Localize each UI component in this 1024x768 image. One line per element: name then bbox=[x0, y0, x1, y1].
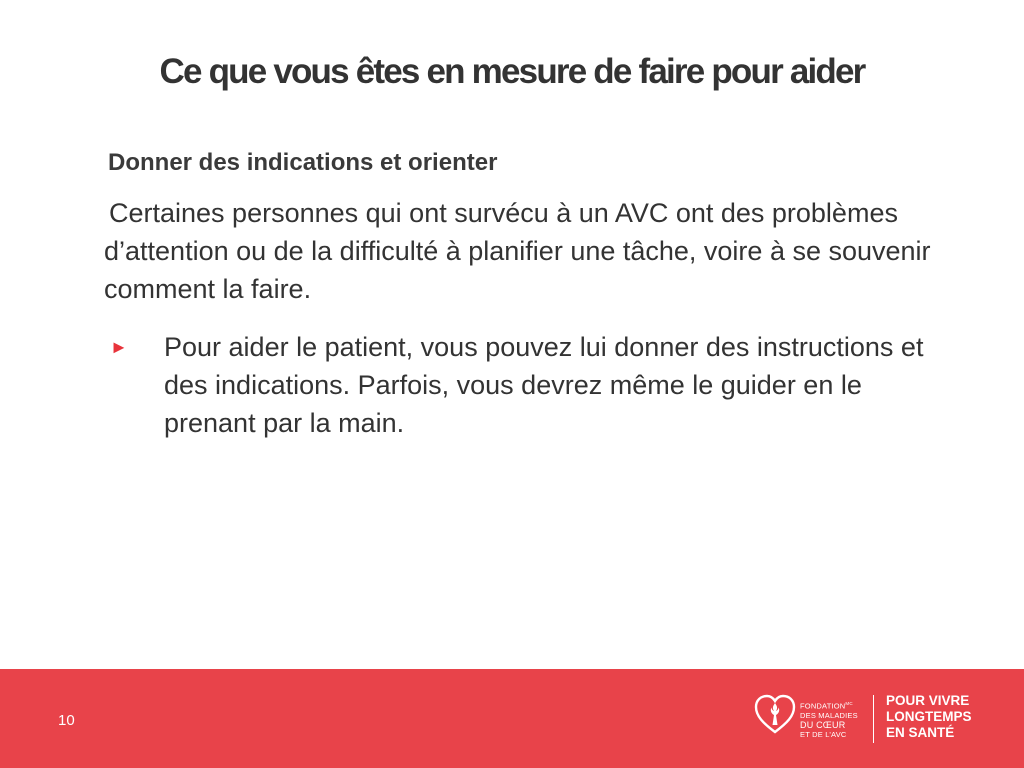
foundation-name bbox=[800, 699, 858, 739]
section-subheading: Donner des indications et orienter bbox=[108, 149, 498, 176]
slide-title: Ce que vous êtes en mesure de faire pour aider bbox=[159, 52, 865, 91]
slogan-line3: EN SANTÉ bbox=[886, 725, 955, 740]
logo-divider bbox=[873, 695, 874, 743]
bullet-text: Pour aider le patient, vous pouvez lui donner des instructions et des indications. Parfois, vous devrez même le guider en le prenant par la main. bbox=[164, 332, 924, 438]
trademark-mark: MC bbox=[845, 701, 853, 706]
foundation-line4: ET DE L’AVC bbox=[800, 729, 847, 739]
slogan bbox=[886, 693, 972, 741]
slogan-line2: LONGTEMPS bbox=[886, 709, 972, 724]
heart-torch-icon bbox=[753, 692, 797, 736]
foundation-line1: FONDATION bbox=[800, 701, 846, 711]
body-paragraph: Certaines personnes qui ont survécu à un AVC ont des problèmes d’attention ou de la difficulté à planifier une tâche, voire à se souvenir comment la faire. bbox=[104, 198, 931, 304]
foundation-line3: DU CŒUR bbox=[800, 719, 846, 730]
page-number: 10 bbox=[58, 712, 75, 729]
footer-bar bbox=[0, 669, 1024, 768]
heart-and-stroke-logo bbox=[753, 689, 1003, 749]
bullet-arrow-icon: ► bbox=[110, 337, 128, 357]
slogan-line1: POUR VIVRE bbox=[886, 693, 970, 708]
foundation-line2: DES MALADIES bbox=[800, 710, 858, 720]
